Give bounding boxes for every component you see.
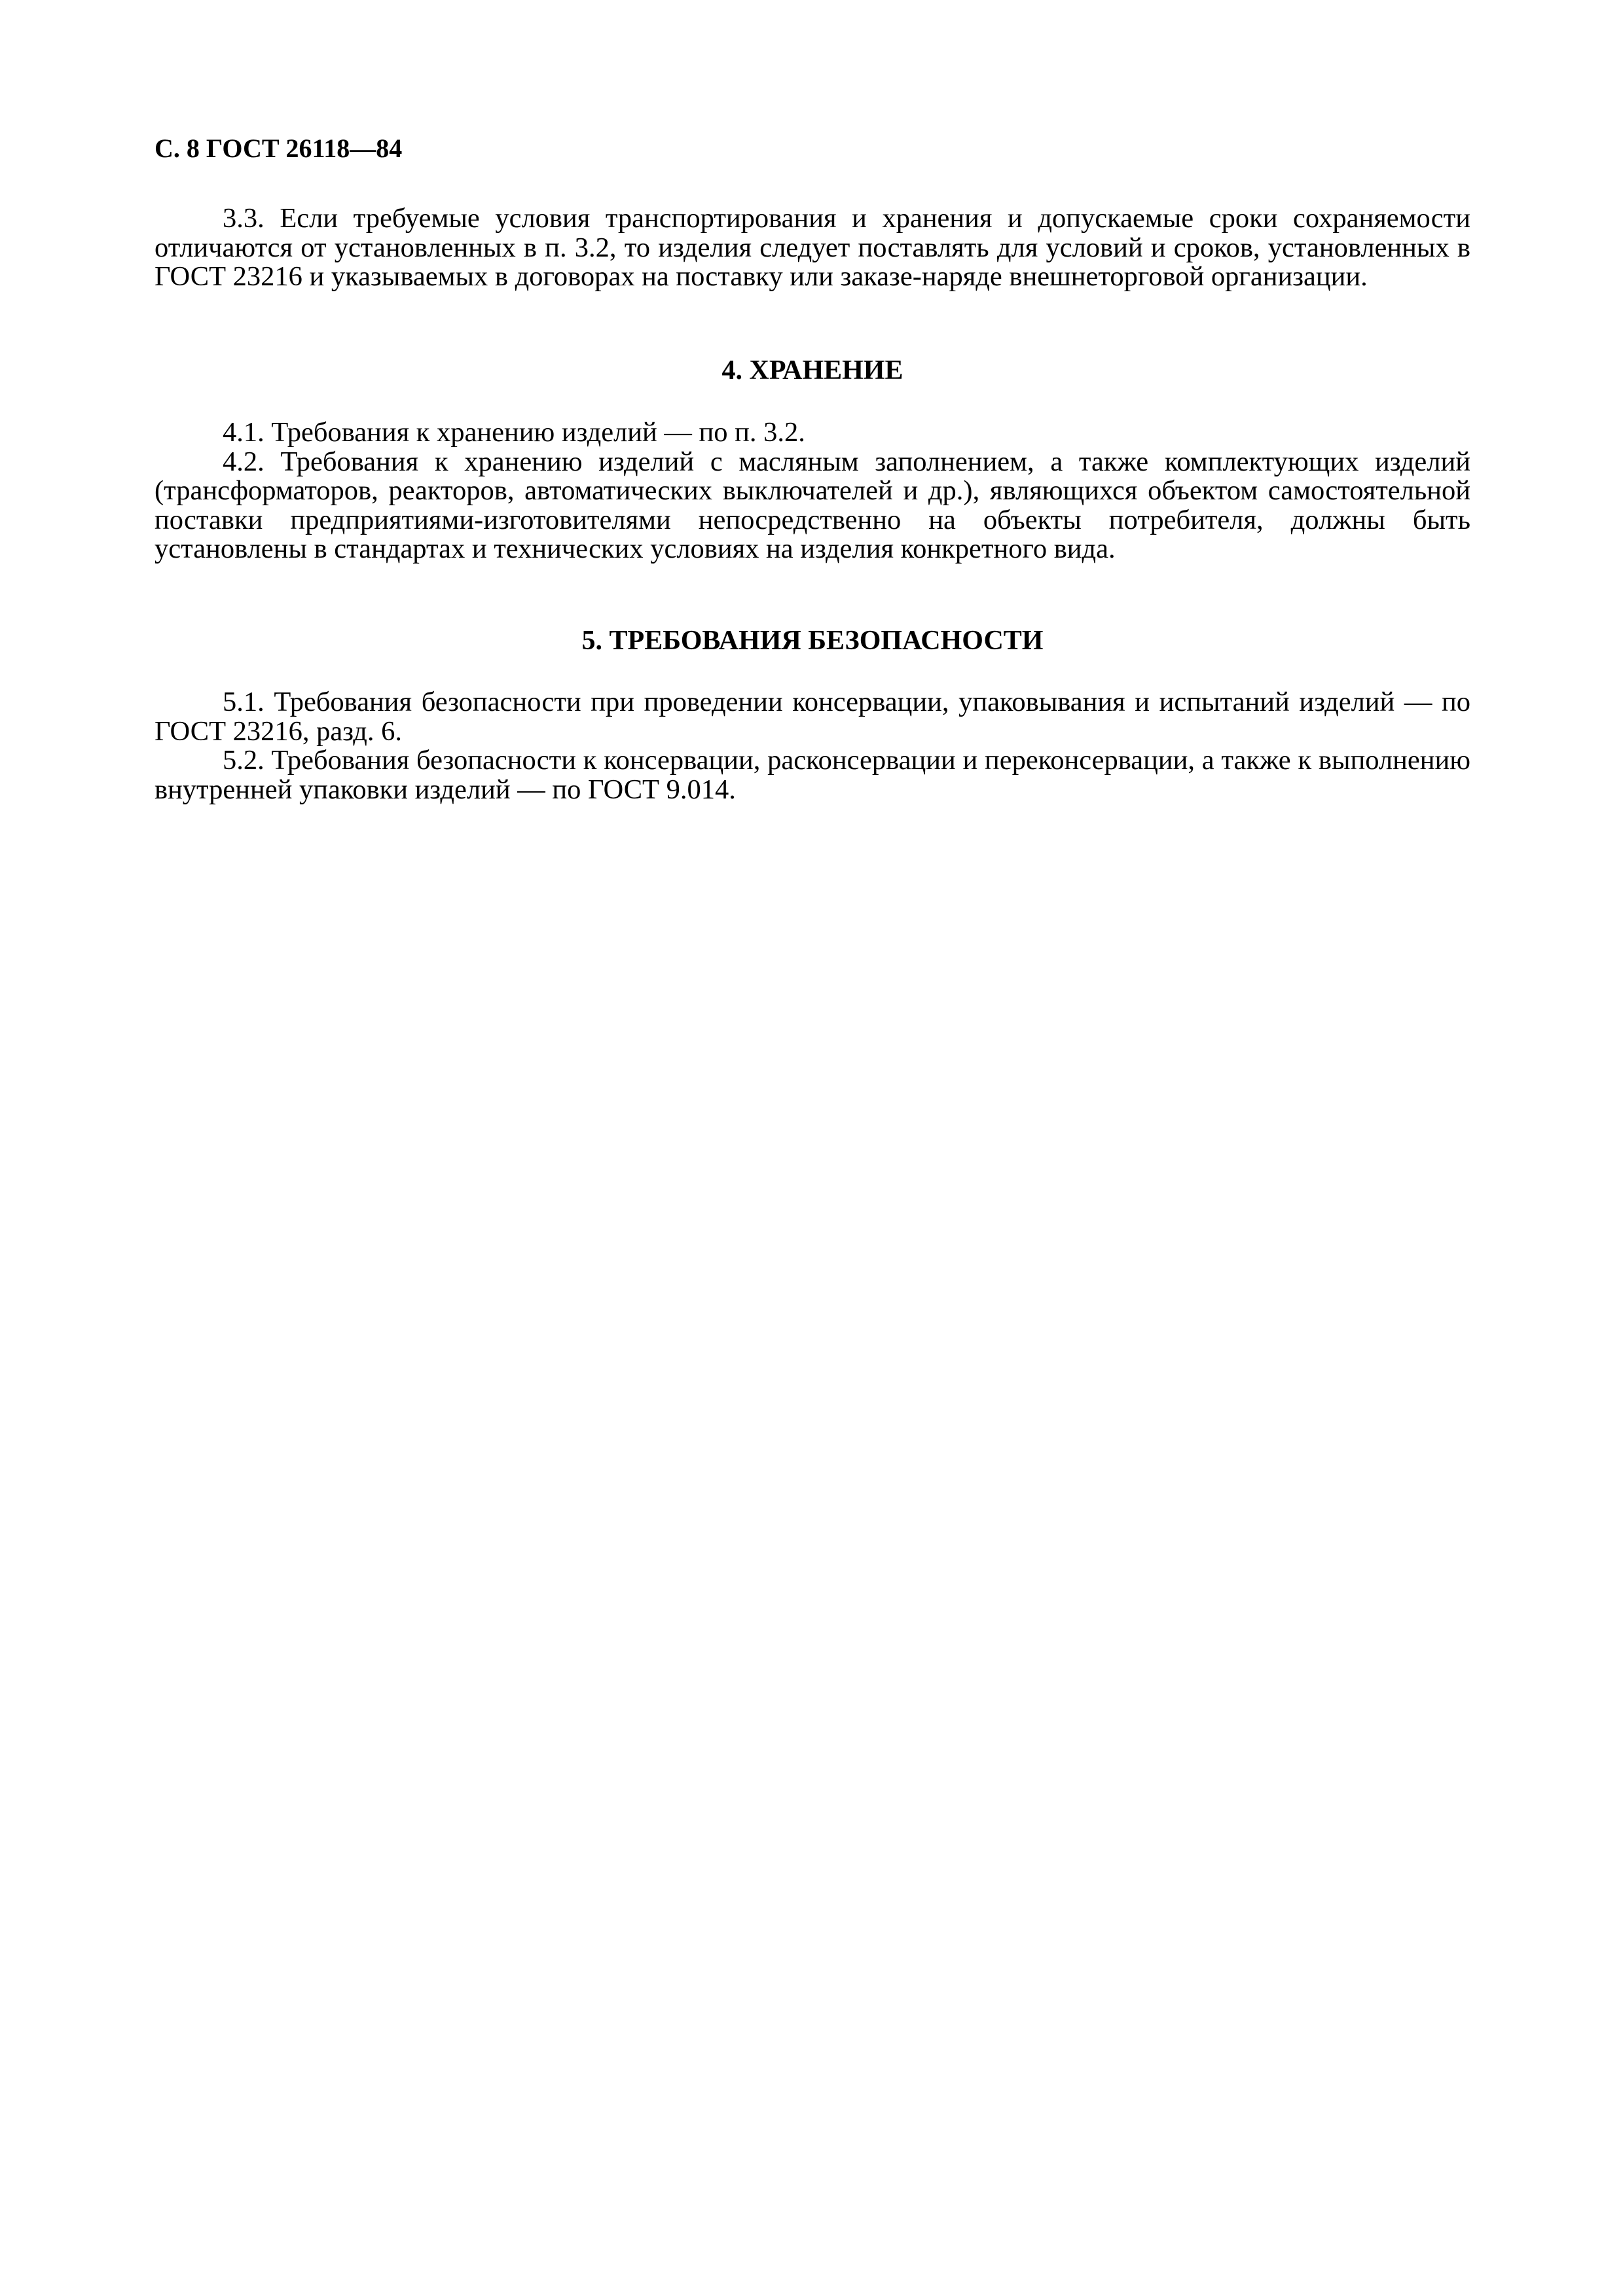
paragraph-4-2: 4.2. Требования к хранению изделий с масляным заполнением, а также комплектующих изделий (трансформаторов, реакторов, автоматических выключателей и др.), являющихся объектом самостоятельной поставки предприятиями-изготовителями непосредственно на объекты потребителя, должны быть установлены в стандартах и технических условиях на изделия конкретного вида.: [155, 446, 1470, 564]
paragraph-3-3: 3.3. Если требуемые условия транспортирования и хранения и допускаемые сроки сохраняемости отличаются от установленных в п. 3.2, то изделия следует поставлять для условий и сроков, установленных в ГОСТ 23216 и указываемых в договорах на поставку или заказе-наряде внешнеторговой организации.: [155, 203, 1470, 292]
section-5-title: 5. ТРЕБОВАНИЯ БЕЗОПАСНОСТИ: [581, 626, 1044, 656]
section-5-body: [155, 688, 1470, 804]
paragraph-5-1: 5.1. Требования безопасности при проведении консервации, упаковывания и испытаний изделий — по ГОСТ 23216, разд. 6.: [155, 687, 1470, 747]
section-3-continuation: [155, 204, 1470, 292]
section-4-body: [155, 418, 1470, 564]
section-4-title: 4. ХРАНЕНИЕ: [721, 355, 903, 386]
paragraph-5-2: 5.2. Требования безопасности к консервации, расконсервации и переконсервации, а также к выполнению внутренней упаковки изделий — по ГОСТ 9.014.: [155, 745, 1470, 805]
running-header: С. 8 ГОСТ 26118—84: [155, 134, 403, 163]
paragraph-4-1: 4.1. Требования к хранению изделий — по п. 3.2.: [223, 417, 805, 448]
